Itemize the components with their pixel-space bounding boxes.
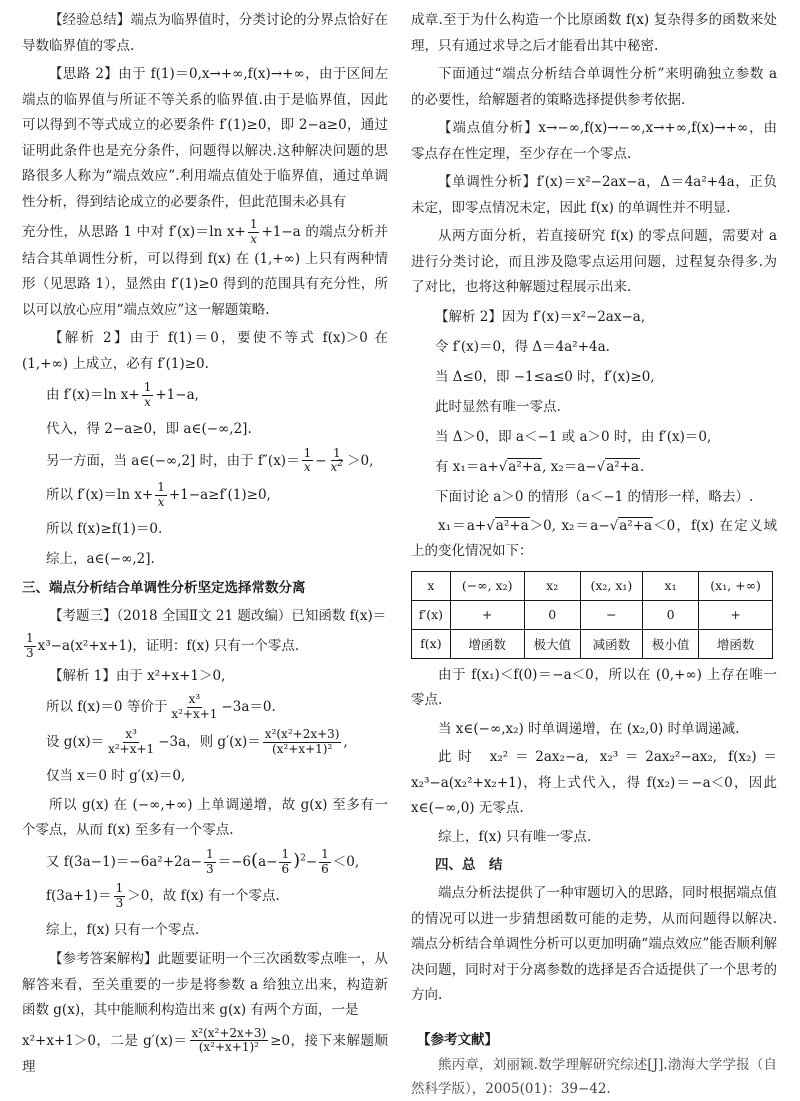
table-cell: 减函数 bbox=[580, 629, 642, 658]
equation-equivalent: 所以 f(x)＝0 等价于 $\frac{\text{x³}}{\text{x²+x+1}}$ −3a＝0. bbox=[46, 692, 276, 722]
equation-substitute: 代入，得 2−a≥0，即 a∈(−∞,2]. bbox=[46, 420, 252, 437]
table-cell: x₁ bbox=[642, 571, 698, 600]
table-cell: f′(x) bbox=[412, 600, 451, 629]
idea-2-paragraph: 【思路 2】由于 f(1)＝0,x→+∞,f(x)→+∞，由于区间左端点的临界值与所证不等关系的临界值.由于是临界值，因此可以得到不等式成立的必要条件 f′(1)≥0，即 2−a≥0，通过证明此条件也是充分条件，问题得以解决.这种解决问题的思路很多人称为“端点效应”.利用端点值处于临界值，通过单调性分析，得到结论成立的必要条件，但此范围未必具有 bbox=[22, 66, 388, 210]
table-row bbox=[412, 600, 773, 629]
fraction: $\frac{1}{x}$ bbox=[249, 217, 258, 246]
monotonicity-analysis-paragraph: 【单调性分析】f′(x)＝x²−2ax−a，Δ＝4a²+4a，正负未定，即零点情况未定，因此 f(x) 的单调性并不明显. bbox=[411, 174, 777, 216]
solution-2-step-3: 当 Δ≤0，即 −1≤a≤0 时，f′(x)≥0, bbox=[435, 368, 655, 385]
equation-fprime-bound: 所以 f′(x)＝ln x+ $\frac{1}{x}$ +1−a≥f′(1)≥0, bbox=[46, 480, 271, 510]
table-cell: − bbox=[580, 600, 642, 629]
reference-item: 熊丙章，刘丽颖.数学理解研究综述[J].渤海大学学报（自然科学版），2005(01)：39−42. bbox=[411, 1056, 777, 1097]
equation-gprime-zero: 仅当 x＝0 时 g′(x)＝0, bbox=[46, 767, 186, 784]
references bbox=[411, 1027, 777, 1101]
equation-f-3a-plus-1: f(3a+1)＝ $\frac{1}{3}$ ＞0，故 f(x) 有一个零点. bbox=[46, 881, 280, 911]
problem-3-statement: 【考题三】（2018 全国Ⅱ文 21 题改编）已知函数 f(x)＝ bbox=[49, 607, 387, 624]
solution-2-step-1: 【解析 2】因为 f′(x)＝x²−2ax−a, bbox=[435, 308, 646, 325]
conclusion-paragraph: 综上，f(x) 只有唯一零点. bbox=[438, 828, 592, 845]
table-cell: 极小值 bbox=[642, 629, 698, 658]
table-cell: 增函数 bbox=[450, 629, 524, 658]
equation-gx: 设 g(x)＝ $\frac{\text{x³}}{\text{x²+x+1}}$ −3a，则 g′(x)＝ $\frac{\text{x²(x²+2x+3)}}{\text{(x²+x+1)²}}$ , bbox=[46, 727, 348, 756]
equation-f-bound: 所以 f(x)≥f(1)＝0. bbox=[46, 520, 163, 537]
roots-sign-paragraph: x₁＝a+√a²+a＞0, x₂＝a−√a²+a＜0，f(x) 在定义域上的变化情况如下： bbox=[411, 517, 777, 559]
answer-deconstruction: 【参考答案解构】此题要证明一个三次函数零点唯一，从解答来看，至关重要的一步是将参数 a 给独立出来，构造新函数 g(x)，其中能顺利构造出来 g(x) 有两个方面，一是 bbox=[22, 951, 388, 1019]
table-cell: 增函数 bbox=[699, 629, 773, 658]
sufficiency-paragraph: 充分性，从思路 1 中对 f′(x)＝ln x+ $\frac{1}{x}$ +1−a 的端点分析并结合其单调性分析，可以得到 f(x) 在 (1,+∞) 上只有两种情形（见思路 1），显然由 f′(1)≥0 得到的范围具有充分性，所以可以放心应用“端点效应”这一解题策略. bbox=[22, 217, 388, 318]
unique-zero-paragraph: 由于 f(x₁)＜f(0)＝−a＜0，所以在 (0,+∞) 上存在唯一零点. bbox=[411, 666, 777, 708]
table-cell: + bbox=[450, 600, 524, 629]
section-4-heading: 四、总 结 bbox=[435, 857, 503, 873]
continuation-paragraph: 成章.至于为什么构造一个比原函数 f(x) 复杂得多的函数来处理，只有通过求导之后才能看出其中秘密. bbox=[411, 12, 777, 54]
two-aspects-paragraph: 从两方面分析，若直接研究 f(x) 的零点问题，需要对 a 进行分类讨论，而且涉及隐零点运用问题，过程复杂得多.为了对比，也将这种解题过程展示出来. bbox=[411, 228, 777, 295]
table-row bbox=[412, 629, 773, 658]
left-column bbox=[22, 8, 388, 1084]
table-cell: (−∞, x₂) bbox=[450, 571, 524, 600]
table-cell: 0 bbox=[524, 600, 580, 629]
table-cell: 0 bbox=[642, 600, 698, 629]
solution-2-roots: 有 x₁＝a+√a²+a, x₂＝a−√a²+a. bbox=[435, 458, 645, 475]
table-cell: x bbox=[412, 571, 451, 600]
solution-2-step-2: 令 f′(x)＝0，得 Δ＝4a²+4a. bbox=[435, 338, 610, 355]
table-cell: 极大值 bbox=[524, 629, 580, 658]
monotonic-paragraph: 所以 g(x) 在 (−∞,+∞) 上单调递增，故 g(x) 至多有一个零点，从而 f(x) 至多有一个零点. bbox=[22, 796, 388, 839]
equation-second-derivative: 另一方面，当 a∈(−∞,2] 时，由于 f″(x)＝ $\frac{1}{x}$ − $\frac{1}{x^2}$ ＞0, bbox=[46, 445, 374, 475]
right-column bbox=[411, 8, 777, 1101]
equation-final: 综上，f(x) 只有一个零点. bbox=[46, 922, 200, 939]
solution-2-step-4: 此时显然有唯一零点. bbox=[435, 398, 561, 415]
endpoint-analysis-paragraph: 【端点值分析】x→−∞,f(x)→−∞,x→+∞,f(x)→+∞，由零点存在性定理，至少存在一个零点. bbox=[411, 120, 777, 162]
table-cell: x₂ bbox=[524, 571, 580, 600]
table-cell: (x₂, x₁) bbox=[580, 571, 642, 600]
solution-2-paragraph: 【解析 2】由于 f(1)＝0，要使不等式 f(x)＞0 在 (1,+∞) 上成立，必有 f′(1)≥0. bbox=[22, 330, 388, 372]
table-cell: (x₁, +∞) bbox=[699, 571, 773, 600]
equation-f-3a-minus-1: 又 f(3a−1)＝−6a²+2a− $\frac{1}{3}$ ＝−6(a− $\frac{1}{6}$ )$^2$− $\frac{1}{6}$ ＜0, bbox=[46, 846, 360, 876]
variation-table bbox=[411, 571, 773, 659]
table-cell: f(x) bbox=[412, 629, 451, 658]
summary-paragraph: 端点分析法提供了一种审题切入的思路，同时根据端点值的情况可以进一步猜想函数可能的走势，从而问题得以解决.端点分析结合单调性分析可以更加明确“端点效应”能否顺利解决问题，同时对于分离参数的选择是否合适提供了一个思考的方向. bbox=[411, 885, 777, 1003]
solution-2-case: 下面讨论 a＞0 的情形（a＜−1 的情形一样，略去）. bbox=[435, 488, 754, 505]
method-intro-paragraph: 下面通过“端点分析结合单调性分析”来明确独立参数 a 的必要性，给解题者的策略选择提供参考依据. bbox=[411, 66, 777, 108]
monotonic-interval-paragraph: 当 x∈(−∞,x₂) 时单调递增，在 (x₂,0) 时单调递减. bbox=[438, 720, 740, 737]
section-3-heading: 三、端点分析结合单调性分析坚定选择常数分离 bbox=[22, 579, 306, 596]
substitution-paragraph: 此时 x₂²＝2ax₂−a, x₂³＝2ax₂²−ax₂, f(x₂)＝x₂³−a(x₂²+x₂+1)，将上式代入，得 f(x₂)＝−a＜0，因此 x∈(−∞,0) 无零点. bbox=[411, 749, 777, 816]
answer-deconstruction-cont: x²+x+1＞0，二是 g′(x)＝ $\frac{\text{x²(x²+2x+3)}}{\text{(x²+x+1)²}}$ ≥0，接下来解题顺理 bbox=[22, 1025, 388, 1076]
table-header-row bbox=[412, 571, 773, 600]
equation-conclusion: 综上，a∈(−∞,2]. bbox=[46, 550, 155, 567]
references-heading: 【参考文献】 bbox=[417, 1031, 498, 1048]
table-cell: + bbox=[699, 600, 773, 629]
solution-2-step-5: 当 Δ＞0，即 a＜−1 或 a＞0 时，由 f′(x)＝0, bbox=[435, 428, 712, 445]
experience-summary: 【经验总结】端点为临界值时，分类讨论的分界点恰好在导数临界值的零点. bbox=[22, 12, 388, 54]
equation-fprime: 由 f′(x)＝ln x+ $\frac{1}{x}$ +1−a, bbox=[46, 380, 199, 409]
solution-1-paragraph: 【解析 1】由于 x²+x+1＞0, bbox=[49, 667, 226, 684]
problem-3-statement-cont: $\frac{1}{3}$ x³−a(x²+x+1)，证明：f(x) 只有一个零点. bbox=[26, 631, 300, 661]
